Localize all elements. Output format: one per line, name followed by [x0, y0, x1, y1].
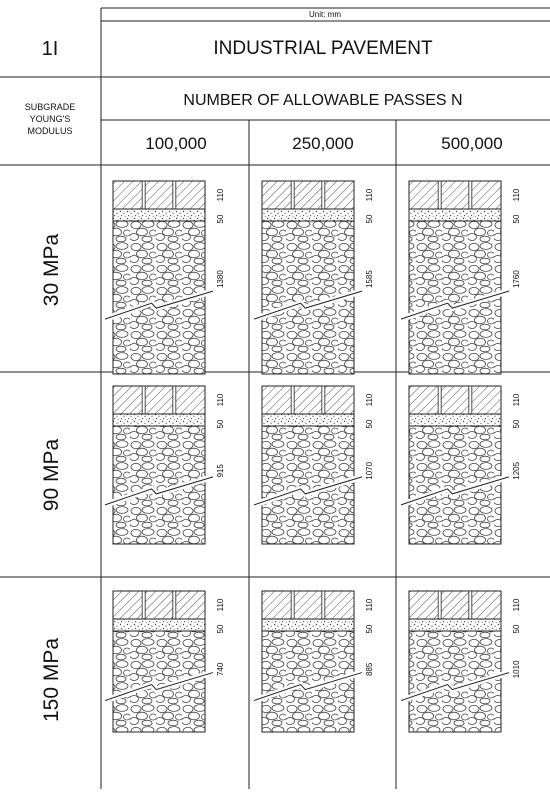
base-thickness-label: 1760 [512, 270, 521, 289]
bedding-thickness-label: 50 [365, 214, 374, 224]
block-joint [322, 591, 325, 619]
bedding-thickness-label: 50 [365, 624, 374, 634]
bedding-thickness-label: 50 [216, 419, 225, 429]
paving-block-layer [113, 386, 205, 414]
subgrade-label-150: 150 MPa [40, 637, 63, 723]
block-thickness-label: 110 [365, 598, 374, 612]
block-thickness-label: 110 [512, 393, 521, 407]
bedding-thickness-label: 50 [216, 214, 225, 224]
bedding-thickness-label: 50 [512, 214, 521, 224]
paving-block-layer [409, 386, 501, 414]
bedding-thickness-label: 50 [216, 624, 225, 634]
block-joint [322, 181, 325, 209]
bedding-sand-layer [409, 209, 501, 221]
block-joint [438, 181, 441, 209]
bedding-thickness-label: 50 [512, 624, 521, 634]
sheet-title: INDUSTRIAL PAVEMENT [213, 38, 433, 59]
bedding-sand-layer [262, 619, 354, 631]
block-joint [142, 386, 145, 414]
block-joint [322, 386, 325, 414]
passes-col-2: 250,000 [292, 134, 354, 153]
bedding-sand-layer [262, 209, 354, 221]
subgrade-label-30: 30 MPa [40, 233, 63, 307]
block-joint [469, 591, 472, 619]
pavement-section [401, 181, 521, 374]
paving-block-layer [409, 181, 501, 209]
subgrade-label-90: 90 MPa [40, 438, 63, 512]
bedding-thickness-label: 50 [365, 419, 374, 429]
bedding-sand-layer [113, 414, 205, 426]
bedding-sand-layer [113, 209, 205, 221]
bedding-sand-layer [409, 414, 501, 426]
pavement-section [401, 591, 521, 732]
paving-block-layer [409, 591, 501, 619]
paving-block-layer [113, 181, 205, 209]
block-joint [291, 181, 294, 209]
passes-header: NUMBER OF ALLOWABLE PASSES N [183, 92, 463, 109]
base-thickness-label: 915 [216, 464, 225, 478]
block-joint [173, 386, 176, 414]
paving-block-layer [262, 181, 354, 209]
block-joint [173, 591, 176, 619]
sheet-code: 1I [41, 38, 59, 60]
pavement-sections [105, 181, 521, 732]
pavement-section [105, 386, 225, 544]
row-header-line2: YOUNG'S [29, 114, 71, 124]
block-thickness-label: 110 [216, 598, 225, 612]
block-joint [291, 591, 294, 619]
block-thickness-label: 110 [512, 598, 521, 612]
bedding-sand-layer [262, 414, 354, 426]
block-joint [291, 386, 294, 414]
block-joint [469, 386, 472, 414]
block-thickness-label: 110 [365, 188, 374, 202]
block-joint [438, 386, 441, 414]
block-thickness-label: 110 [512, 188, 521, 202]
base-thickness-label: 1205 [512, 461, 521, 480]
pavement-section [105, 591, 225, 732]
paving-block-layer [262, 386, 354, 414]
block-joint [142, 591, 145, 619]
passes-col-1: 100,000 [145, 134, 207, 153]
pavement-section [254, 181, 374, 374]
paving-block-layer [113, 591, 205, 619]
bedding-thickness-label: 50 [512, 419, 521, 429]
base-thickness-label: 885 [365, 662, 374, 677]
passes-col-3: 500,000 [441, 134, 503, 153]
block-joint [469, 181, 472, 209]
base-thickness-label: 1380 [216, 270, 225, 289]
unit-label: Unit: mm [309, 10, 341, 19]
block-thickness-label: 110 [216, 188, 225, 202]
bedding-sand-layer [113, 619, 205, 631]
row-header-line3: MODULUS [27, 126, 73, 136]
block-joint [173, 181, 176, 209]
block-joint [142, 181, 145, 209]
base-thickness-label: 740 [216, 662, 225, 677]
block-thickness-label: 110 [365, 393, 374, 407]
block-joint [438, 591, 441, 619]
bedding-sand-layer [409, 619, 501, 631]
base-thickness-label: 1585 [365, 270, 374, 289]
pavement-section [254, 386, 374, 544]
paving-block-layer [262, 591, 354, 619]
row-header-line1: SUBGRADE [24, 102, 76, 112]
block-thickness-label: 110 [216, 393, 225, 407]
pavement-section [254, 591, 374, 732]
base-thickness-label: 1070 [365, 461, 374, 480]
pavement-section [105, 181, 225, 374]
pavement-section [401, 386, 521, 544]
base-thickness-label: 1010 [512, 660, 521, 679]
